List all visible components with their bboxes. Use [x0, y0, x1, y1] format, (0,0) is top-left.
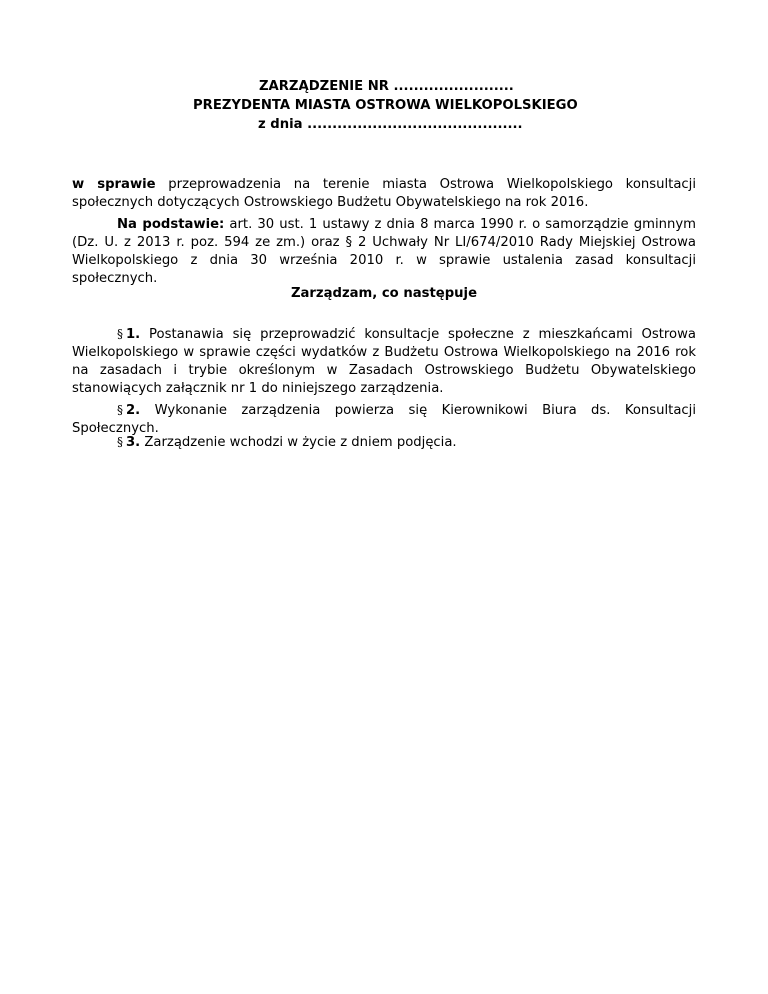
section-number: 3.	[126, 435, 141, 450]
legal-basis-lead: Na podstawie:	[117, 217, 225, 232]
section-sign: §	[117, 327, 123, 341]
subject-text: przeprowadzenia na terenie miasta Ostrowa Wielkopolskiego konsultacji społecznych dotyczących Ostrowskiego Budżetu Obywatelskiego na rok 2016.	[72, 177, 696, 210]
section-text: Zarządzenie wchodzi w życie z dniem podjęcia.	[140, 435, 457, 450]
section-number: 2.	[126, 403, 141, 418]
section-sign: §	[117, 435, 123, 449]
section-sign: §	[117, 403, 123, 417]
section-number: 1.	[126, 327, 141, 342]
section-1	[72, 325, 696, 398]
subject-lead: w sprawie	[72, 177, 156, 192]
section-3	[72, 433, 696, 452]
legal-basis-text: art. 30 ust. 1 ustawy z dnia 8 marca 1990 r. o samorządzie gminnym (Dz. U. z 2013 r. poz. 594 ze zm.) oraz § 2 Uchwały Nr LI/674/2010 Rady Miejskiej Ostrowa Wielkopolskiego z dnia 30 września 2010 r. w sprawie ustalenia zasad konsultacji społecznych.	[72, 217, 696, 286]
ordinance-number-line: ZARZĄDZENIE NR ........................	[259, 79, 514, 94]
subject-paragraph	[72, 176, 696, 212]
legal-basis-paragraph	[72, 216, 696, 288]
section-text: Postanawia się przeprowadzić konsultacje społeczne z mieszkańcami Ostrowa Wielkopolskiego w sprawie części wydatków z Budżetu Ostrowa Wielkopolskiego na 2016 rok na zasadach i trybie określonym w Zasadach Ostrowskiego Budżetu Obywatelskiego stanowiących załącznik nr 1 do niniejszego zarządzenia.	[72, 327, 696, 396]
issuer-line: PREZYDENTA MIASTA OSTROWA WIELKOPOLSKIEGO	[193, 98, 578, 113]
date-line: z dnia ...........................................	[258, 117, 523, 132]
document-header	[72, 77, 696, 134]
order-heading: Zarządzam, co następuje	[290, 286, 478, 301]
section-text: Wykonanie zarządzenia powierza się Kierownikowi Biura ds. Konsultacji Społecznych.	[72, 403, 696, 436]
